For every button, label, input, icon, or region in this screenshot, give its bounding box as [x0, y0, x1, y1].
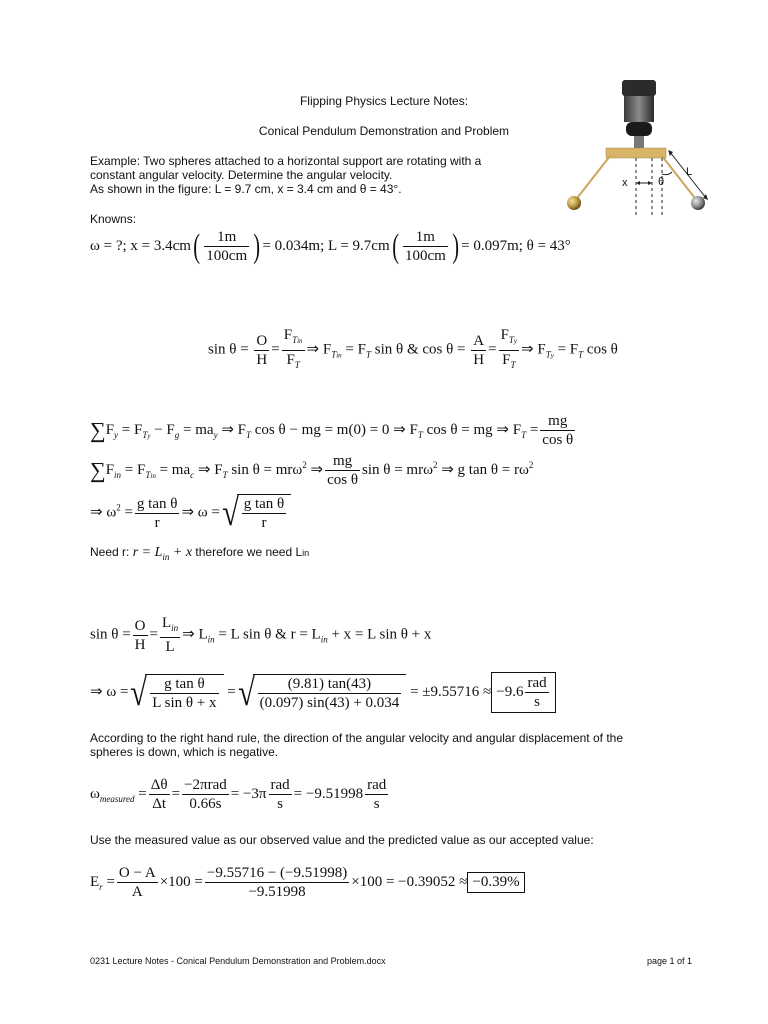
eq4-body2-sub: c: [190, 469, 195, 480]
eq4-sup2c: 2: [528, 459, 534, 470]
document-subtitle: Conical Pendulum Demonstration and Problem: [258, 124, 510, 138]
eq8-eq3: = −3π: [230, 785, 267, 802]
eq2-arrow1: ⇒ F: [306, 341, 332, 358]
eq3-body8: =: [526, 421, 539, 438]
eq2-ah-num: A: [473, 332, 485, 349]
eq5-frac-num: g tan θ: [136, 495, 178, 512]
need-r-suffix: therefore we need L: [195, 545, 303, 559]
sqrt-symbol: √: [221, 492, 239, 534]
eq4-frac-den: cos θ: [327, 472, 359, 488]
example-line-3: As shown in the figure: L = 9.7 cm, x = 3.4 cm and θ = 43°.: [90, 182, 402, 196]
eq9-eq: =: [102, 873, 115, 890]
eq8-omega: ω: [90, 785, 100, 802]
eq9-f1-den: A: [131, 884, 143, 900]
conical-pendulum-figure: [560, 78, 730, 218]
eq6-l-num-sub: in: [171, 623, 179, 633]
eq3-sub-t: T: [142, 429, 148, 440]
eq2-fy-num: F: [500, 327, 509, 343]
eq1-start: ω = ?; x = 3.4cm: [90, 237, 191, 254]
eq6-oh-den: H: [134, 636, 146, 653]
eq4-body-subsub: in: [150, 471, 156, 480]
eq5-sqrt-den: r: [261, 515, 267, 531]
percent-error-answer: −0.39%: [472, 874, 520, 890]
eq2-arrow2-sub: T: [545, 349, 551, 360]
eq1-frac2-num: 1m: [403, 228, 448, 247]
eq4-sub-in: in: [114, 469, 122, 480]
eq3-body3: = ma: [179, 421, 214, 438]
eq6-oh-num: O: [134, 617, 146, 634]
eq1-end: = 0.097m; θ = 43°: [461, 237, 571, 254]
eq4-body2: = ma: [155, 461, 191, 478]
eq3-body7-sub: T: [521, 429, 527, 440]
eq3-body3-sub: y: [213, 429, 218, 440]
knowns-equation: ω = ?; x = 3.4cm( $\frac{1m}{100cm}$ ) = 0.034m; L = 9.7cm( $\frac{1m}{100cm}$ ) = 0.097m; θ = 43°: [90, 227, 571, 265]
eq9-f2-den: −9.51998: [248, 884, 306, 900]
eq3-body6-sub: T: [417, 429, 423, 440]
eq6-l-den: L: [165, 639, 175, 655]
centripetal-force-equation: [90, 452, 533, 489]
eq6-body2: = L sin θ & r = L: [214, 626, 321, 643]
eq6-l-num: L: [161, 615, 172, 631]
eq6-sin: sin θ =: [90, 626, 131, 643]
eq7-eq: =: [227, 683, 236, 700]
eq3-body6: (0) = 0 ⇒ F: [348, 421, 418, 438]
eq2-ft-num-subsub: in: [297, 337, 303, 345]
eq8-eq2: =: [171, 785, 181, 802]
eq7-sqrt2-den: (0.097) sin(43) + 0.034: [259, 694, 400, 711]
eq7-sqrt2-num: (9.81) tan(43): [258, 675, 402, 694]
eq9-f2-num: −9.55716 − (−9.51998): [206, 865, 348, 881]
eq6-body3: + x = L sin θ + x: [327, 626, 432, 643]
eq8-f1-den: Δt: [152, 796, 167, 812]
eq5-start: ⇒ ω: [90, 504, 117, 521]
eq5-frac-den: r: [154, 514, 160, 531]
eq5-eq: =: [120, 504, 133, 521]
eq3-body2: − F: [150, 421, 175, 438]
eq8-f3-den: s: [277, 796, 284, 812]
need-r-eq-sub: in: [162, 552, 170, 562]
pendulum-illustration: [560, 78, 730, 218]
figure-label-x: x: [622, 177, 628, 189]
rhr-line-1: According to the right hand rule, the direction of the angular velocity and angular displacement of the: [90, 731, 623, 745]
eq9-end: ×100 = −0.39052 ≈: [351, 873, 468, 890]
r-derivation-equation: sin θ = $\frac{O}{H}$ = $\frac{L_{in}}{L}$ ⇒ $L_{in} = L$ sin θ & $r = L_{in} + x = L$ sin θ + x: [90, 615, 432, 655]
eq4-sup2: 2: [302, 459, 307, 470]
eq4-sup2b: 2: [432, 459, 438, 470]
eq9-e-sub: r: [99, 881, 103, 892]
eq6-body2-sub: in: [320, 634, 328, 645]
eq2-arrow2-subsub: y: [550, 351, 554, 360]
eq8-eq: =: [134, 785, 147, 802]
omega-answer-unit-num: rad: [527, 675, 547, 691]
eq7-sqrt1-den: L sin θ + x: [152, 694, 217, 711]
eq2-oh-num: O: [256, 332, 268, 349]
eq4-body: = F: [121, 461, 146, 478]
eq2-arrow1-sub: T: [331, 349, 337, 360]
need-r-suffix-sub: in: [302, 548, 310, 558]
eq4-body7: ⇒ g tan θ = rω: [437, 461, 529, 478]
eq3-sub-y2: y: [147, 431, 151, 440]
eq2-fy-den-sub: T: [510, 360, 516, 370]
eq4-frac-num: mg: [325, 452, 360, 471]
eq2-arrow2-end-sub: T: [578, 349, 584, 360]
eq4-body4: sin θ = mrω: [227, 461, 303, 478]
eq4-body3-sub: T: [222, 469, 228, 480]
eq1-frac1-num: 1m: [204, 228, 249, 247]
eq3-body: = F: [118, 421, 143, 438]
eq1-frac1-den: 100cm: [206, 248, 248, 264]
right-hand-rule-paragraph: [90, 731, 690, 759]
eq3-sub-y: y: [114, 429, 119, 440]
example-line-2: constant angular velocity. Determine the angular velocity.: [90, 168, 393, 182]
figure-label-theta: θ: [658, 176, 665, 188]
eq2-ah-den: H: [473, 351, 485, 368]
percent-error-equation: [90, 864, 525, 901]
eq5-mid: ⇒ ω =: [181, 504, 220, 521]
eq7-sqrt1-num: g tan θ: [150, 675, 218, 694]
eq9-e: E: [90, 873, 100, 890]
eq2-ft-num-sub: T: [292, 335, 298, 345]
eq7-start: ⇒ ω =: [90, 683, 129, 700]
sum-symbol: ∑: [90, 417, 106, 443]
eq2-arrow1-end: = F: [341, 341, 366, 358]
eq1-frac2-den: 100cm: [404, 248, 446, 264]
eq2-ft-den-sub: T: [294, 360, 300, 370]
omega-answer-box: [491, 672, 555, 713]
eq3-body5: cos θ − mg = m: [251, 421, 349, 438]
eq8-f2-den: 0.66s: [189, 796, 222, 812]
eq3-frac-den: cos θ: [542, 432, 574, 448]
example-line-1: Example: Two spheres attached to a horizontal support are rotating with a: [90, 154, 482, 168]
eq2-ft-den: F: [286, 352, 295, 368]
percent-error-answer-box: [467, 872, 524, 893]
omega-answer: −9.6: [496, 683, 524, 700]
use-measured-paragraph: Use the measured value as our observed value and the predicted value as our accepted value:: [90, 833, 594, 847]
eq4-body3: ⇒ F: [194, 461, 223, 478]
sqrt-symbol-3: √: [237, 671, 255, 714]
document-title: Flipping Physics Lecture Notes:: [299, 94, 469, 108]
eq2-arrow1-end-sub: T: [365, 349, 371, 360]
eq4-body-sub: T: [145, 469, 151, 480]
eq3-body7: cos θ = mg ⇒ F: [422, 421, 522, 438]
eq2-arrow2: ⇒ F: [521, 341, 546, 358]
vertical-force-equation: [90, 412, 577, 449]
eq6-body-sub: in: [207, 634, 215, 645]
eq3-body4-sub: T: [246, 429, 252, 440]
omega-answer-unit-den: s: [534, 694, 540, 710]
eq2-oh-den: H: [256, 351, 268, 368]
knowns-label: Knowns:: [90, 212, 137, 226]
eq8-eq4: = −9.51998: [293, 785, 364, 802]
eq3-body4: ⇒ F: [217, 421, 246, 438]
rhr-line-2: spheres is down, which is negative.: [90, 745, 279, 759]
need-r-eq-end: + x: [169, 545, 193, 560]
need-r-line: [90, 545, 309, 562]
eq2-fy-num-subsub: y: [513, 337, 518, 345]
eq2-arrow2-end: = F: [553, 341, 579, 358]
eq9-f1-num: O − A: [118, 865, 156, 881]
eq6-body: ⇒ L: [182, 626, 208, 643]
eq4-body5: ⇒: [306, 461, 324, 478]
eq7-result: = ±9.55716 ≈: [410, 683, 492, 700]
trig-equation: sin θ = $\frac{O}{H}$ = $\frac{F_{Tin}}{F_T}$ ⇒ $F_{Tin} = F_T$ sin θ & cos θ = $\frac{A}{H}$ = $\frac{F_{Ty}}{F_T}$ ⇒ $F_{Ty} = F_T$ cos θ: [208, 327, 618, 370]
eq8-f4-num: rad: [367, 777, 387, 793]
sqrt-symbol-2: √: [130, 671, 148, 714]
example-paragraph: [90, 154, 550, 196]
eq3-f: F: [105, 421, 115, 438]
eq2-ft-num: F: [283, 327, 293, 343]
eq2-arrow1-subsub: in: [336, 351, 342, 360]
eq5-sqrt-num: g tan θ: [243, 496, 285, 512]
omega-measured-equation: [90, 776, 390, 813]
footer-filename: 0231 Lecture Notes - Conical Pendulum Demonstration and Problem.docx: [90, 956, 386, 966]
eq4-body6: sin θ = mrω: [362, 461, 433, 478]
omega-solution-equation: [90, 672, 556, 713]
eq8-f2-num: −2πrad: [184, 777, 227, 793]
footer-page-number: page 1 of 1: [646, 956, 692, 966]
eq8-omega-sub: measured: [99, 793, 135, 804]
need-r-prefix: Need r:: [90, 545, 130, 559]
eq1-mid: = 0.034m; L = 9.7cm: [262, 237, 390, 254]
eq2-fy-num-sub: T: [508, 335, 514, 345]
eq8-f4-den: s: [373, 796, 380, 812]
eq2-arrow1-tail: sin θ & cos θ =: [371, 341, 466, 358]
eq2-arrow2-tail: cos θ: [583, 341, 618, 358]
figure-label-L: L: [686, 166, 693, 178]
eq2-sin: sin θ =: [208, 341, 249, 358]
eq8-f1-num: Δθ: [150, 777, 168, 793]
sum-symbol-2: ∑: [90, 457, 106, 483]
eq4-f: F: [105, 461, 115, 478]
eq3-body2-sub: g: [174, 429, 180, 440]
eq2-fy-den: F: [502, 352, 511, 368]
eq5-sup2: 2: [116, 502, 121, 513]
eq8-f3-num: rad: [270, 777, 290, 793]
eq3-frac-num: mg: [540, 412, 575, 431]
omega-squared-equation: [90, 494, 291, 532]
eq9-mid: ×100 =: [159, 873, 203, 890]
need-r-eq: r = L: [132, 545, 163, 560]
